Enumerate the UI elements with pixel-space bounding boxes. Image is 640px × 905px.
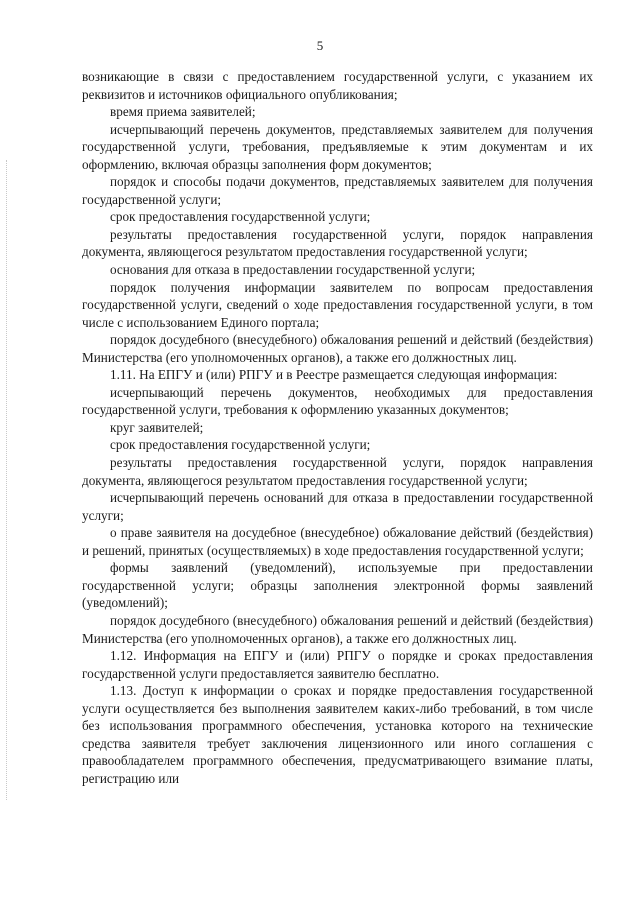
list-item-application-forms: формы заявлений (уведомлений), используемые при предоставлении государственной услуги; образцы заполнения электронной формы заявлений (уведомлений); — [82, 560, 593, 611]
list-item-refusal-list: исчерпывающий перечень оснований для отказа в предоставлении государственной услуги; — [82, 490, 593, 523]
list-item-term: срок предоставления государственной услуги; — [110, 437, 371, 453]
list-item-documents-list: исчерпывающий перечень документов, представляемых заявителем для получения государственной услуги, требования, предъявляемые к этим документам и их оформлению, включая образцы заполнения форм документов; — [82, 121, 593, 172]
list-item-refusal-grounds: основания для отказа в предоставлении государственной услуги; — [110, 262, 476, 278]
list-item-reception-time: время приема заявителей; — [110, 104, 256, 120]
clause-1-12: 1.12. Информация на ЕПГУ и (или) РПГУ о порядке и сроках предоставления государственной услуги предоставляется заявителю бесплатно. — [82, 648, 593, 681]
list-item-appeal-procedure: порядок досудебного (внесудебного) обжалования решений и действий (бездействия) Министерства (его уполномоченных органов), а также его должностных лиц. — [82, 332, 593, 365]
list-item-appeal-procedure-2: порядок досудебного (внесудебного) обжалования решений и действий (бездействия) Министерства (его уполномоченных органов), а также его должностных лиц. — [82, 612, 593, 646]
document-body — [82, 68, 593, 787]
list-item-submission-methods: порядок и способы подачи документов, представляемых заявителем для получения государственной услуги; — [82, 174, 593, 207]
list-item-appeal-right: о праве заявителя на досудебное (внесудебное) обжалование действий (бездействия) и решений, принятых (осуществляемых) в ходе предоставления государственной услуги; — [82, 525, 593, 558]
paragraph-continuation: возникающие в связи с предоставлением государственной услуги, с указанием их реквизитов и источников официального опубликования; — [82, 69, 593, 102]
list-item-results: результаты предоставления государственной услуги, порядок направления документа, являющегося результатом предоставления государственной услуги; — [82, 455, 593, 488]
clause-1-11: 1.11. На ЕПГУ и (или) РПГУ и в Реестре размещается следующая информация: — [110, 367, 558, 383]
list-item-required-documents: исчерпывающий перечень документов, необходимых для предоставления государственной услуги, требования к оформлению указанных документов; — [82, 384, 593, 418]
page-number: 5 — [316, 38, 324, 53]
list-item-info-procedure: порядок получения информации заявителем по вопросам предоставления государственной услуги, сведений о ходе предоставления государственной услуги, в том числе с использованием Единого портала; — [82, 279, 593, 330]
list-item-applicants: круг заявителей; — [110, 419, 204, 435]
list-item-service-results: результаты предоставления государственной услуги, порядок направления документа, являющегося результатом предоставления государственной услуги; — [82, 226, 593, 260]
list-item-service-term: срок предоставления государственной услуги; — [110, 209, 371, 225]
clause-1-13: 1.13. Доступ к информации о сроках и порядке предоставления государственной услуги осуществляется без выполнения заявителем каких-либо требований, в том числе без использования программного обеспечения, установка которого на технические средства заявителя требует заключения лицензионного или иного соглашения с правообладателем программного обеспечения, предусматривающего взимание платы, регистрацию или — [82, 683, 593, 786]
scan-margin-marks — [6, 160, 11, 800]
